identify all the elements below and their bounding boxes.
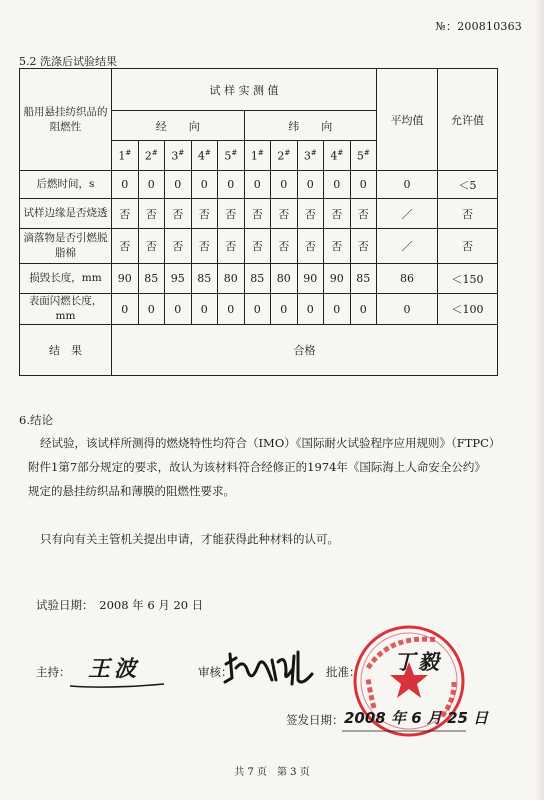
allowed-header: 允许值 (438, 69, 498, 171)
table-cell: 否 (324, 199, 351, 229)
table-cell: 90 (112, 264, 139, 294)
tester-label: 主持： (36, 665, 71, 679)
sample-number-text: 1 (250, 149, 258, 163)
table-row (20, 171, 498, 199)
table-cell: 否 (191, 229, 218, 264)
table-cell: 否 (271, 229, 298, 264)
sample-number (218, 141, 245, 171)
sample-number (112, 141, 139, 171)
table-cell: 0 (138, 171, 165, 199)
table-cell: 0 (271, 171, 298, 199)
sample-number-text: # (337, 148, 344, 157)
sample-number (350, 141, 377, 171)
sample-number-text: 3 (303, 149, 311, 163)
table-cell: 否 (165, 199, 192, 229)
table-cell: 0 (297, 294, 324, 325)
sample-number (324, 141, 351, 171)
table-row (20, 294, 498, 325)
table-cell: 否 (438, 229, 498, 264)
table-cell: 0 (297, 171, 324, 199)
table-cell: 0 (191, 171, 218, 199)
table-cell: 否 (191, 199, 218, 229)
table-cell: 85 (244, 264, 271, 294)
table-cell: 0 (112, 294, 139, 325)
table-cell: 否 (438, 199, 498, 229)
table-cell: 否 (324, 229, 351, 264)
result-value: 合格 (112, 325, 498, 376)
sample-number (165, 141, 192, 171)
table-cell: ／ (377, 229, 438, 264)
result-label: 结 果 (20, 325, 112, 376)
table-cell: 0 (112, 171, 139, 199)
table-cell: 0 (377, 171, 438, 199)
table-cell: 否 (297, 199, 324, 229)
measured-values-header: 试 样 实 测 值 (112, 69, 377, 111)
approval-note: 只有向有关主管机关提出申请，才能获得此种材料的认可。 (40, 532, 339, 546)
table-cell: 后燃时间，s (20, 171, 112, 199)
table-row (20, 229, 498, 264)
table-cell: 否 (112, 229, 139, 264)
table-cell: 表面闪燃长度，mm (20, 294, 112, 325)
table-cell: 0 (271, 294, 298, 325)
table-cell: 否 (112, 199, 139, 229)
table-cell: 80 (271, 264, 298, 294)
table-row (20, 264, 498, 294)
table-cell: ＜5 (438, 171, 498, 199)
table-cell: 否 (138, 229, 165, 264)
table-cell: ＜100 (438, 294, 498, 325)
table-cell: 80 (218, 264, 245, 294)
table-cell: 否 (297, 229, 324, 264)
page-edge-shadow (534, 0, 544, 800)
page-footer: 共 7 页 第 3 页 (234, 767, 310, 778)
issue-date-underline (340, 728, 470, 734)
table-cell: ＜150 (438, 264, 498, 294)
sample-number-text: # (284, 148, 291, 157)
table-cell: 0 (165, 294, 192, 325)
table-cell: 否 (350, 229, 377, 264)
sample-number-text: 4 (330, 149, 338, 163)
table-cell: 86 (377, 264, 438, 294)
sample-number-text: 5 (356, 149, 364, 163)
section-title: 5.2 洗涤后试验结果 (19, 55, 117, 68)
sample-number (138, 141, 165, 171)
sample-number-text: 1 (118, 149, 126, 163)
sample-number-text: 2 (277, 149, 285, 163)
table-cell: 否 (244, 199, 271, 229)
test-date: 试验日期： 2008 年 6 月 20 日 (36, 598, 204, 612)
table-cell: 滴落物是否引燃脱脂棉 (20, 229, 112, 264)
conclusion-heading: 6.结论 (19, 413, 53, 427)
table-cell: 试样边缘是否烧透 (20, 199, 112, 229)
approver-label: 批准： (326, 665, 361, 679)
sample-number (271, 141, 298, 171)
report-number: №：200810363 (435, 20, 522, 33)
table-cell: 0 (244, 294, 271, 325)
table-cell: 90 (297, 264, 324, 294)
tester-signature-underline (68, 680, 168, 690)
table-cell: 85 (191, 264, 218, 294)
table-cell: 否 (218, 199, 245, 229)
reviewer-signature (222, 646, 322, 688)
table-cell: 0 (191, 294, 218, 325)
sample-number-text: # (125, 148, 132, 157)
table-cell: 0 (324, 294, 351, 325)
table-cell: 95 (165, 264, 192, 294)
table-cell: 0 (218, 171, 245, 199)
tester-signature: 王波 (88, 657, 141, 682)
sample-number-text: # (204, 148, 211, 157)
sample-number-text: # (363, 148, 370, 157)
issue-date-handwritten: 2008 年 6 月 25 日 (344, 709, 489, 727)
table-cell: 否 (244, 229, 271, 264)
reviewer-label: 审核： (198, 665, 233, 679)
table-cell: 0 (218, 294, 245, 325)
conclusion-paragraph: 经试验，该试样所测得的燃烧特性均符合（IMO）《国际耐火试验程序应用规则》（FTPC） 附件1第7部分规定的要求，故认为该材料符合经修正的1974年《国际海上人命安全公约》 规定的悬挂纺织品和薄膜的阻燃性要求。 (28, 436, 501, 498)
issue-date-label: 签发日期： (286, 713, 344, 727)
table-cell: 否 (218, 229, 245, 264)
sample-number (191, 141, 218, 171)
table-cell: 90 (324, 264, 351, 294)
sample-number-text: # (178, 148, 185, 157)
sample-number-text: # (151, 148, 158, 157)
table-row (20, 199, 498, 229)
table-cell: 否 (271, 199, 298, 229)
table-cell: 85 (138, 264, 165, 294)
table-cell: 0 (244, 171, 271, 199)
sample-number (297, 141, 324, 171)
table-cell: 0 (324, 171, 351, 199)
approver-signature: 丁毅 (394, 650, 442, 674)
result-row (20, 325, 498, 376)
sample-number-text: # (310, 148, 317, 157)
sample-number-text: # (231, 148, 238, 157)
sample-number-text: 2 (144, 149, 152, 163)
average-header: 平均值 (377, 69, 438, 171)
table-cell: ／ (377, 199, 438, 229)
table-cell: 85 (350, 264, 377, 294)
test-results-table (19, 68, 498, 376)
table-cell: 0 (350, 171, 377, 199)
table-cell: 否 (165, 229, 192, 264)
table-cell: 0 (377, 294, 438, 325)
table-header-property: 船用悬挂纺织品的阻燃性 (20, 69, 112, 171)
sample-number (244, 141, 271, 171)
table-cell: 0 (138, 294, 165, 325)
weft-header: 纬 向 (244, 111, 377, 141)
table-cell: 损毁长度，mm (20, 264, 112, 294)
sample-number-text: 4 (197, 149, 205, 163)
sample-number-text: 3 (171, 149, 179, 163)
warp-header: 经 向 (112, 111, 245, 141)
table-cell: 0 (165, 171, 192, 199)
sample-number-text: # (257, 148, 264, 157)
sample-number-text: 5 (224, 149, 232, 163)
table-cell: 0 (350, 294, 377, 325)
table-cell: 否 (138, 199, 165, 229)
table-cell: 否 (350, 199, 377, 229)
